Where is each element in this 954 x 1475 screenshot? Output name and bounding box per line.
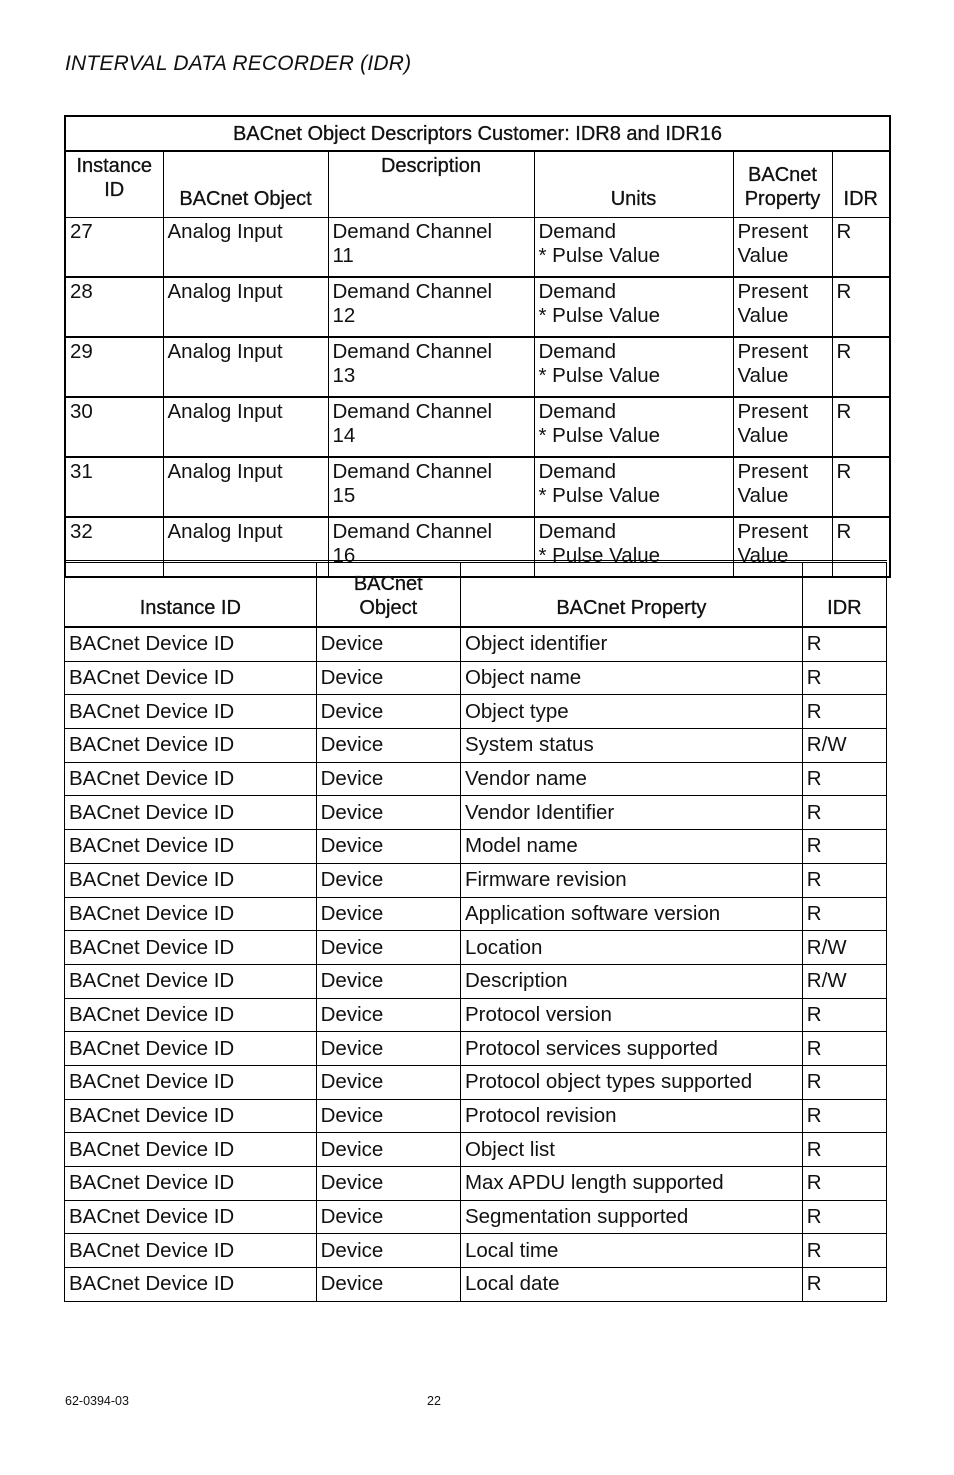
bacnet-property-cell: Present Value bbox=[733, 218, 832, 278]
instance-id-cell: BACnet Device ID bbox=[65, 830, 317, 864]
instance-id-cell: BACnet Device ID bbox=[65, 863, 317, 897]
bacnet-object-cell: Device bbox=[316, 695, 460, 729]
instance-id-cell: 32 bbox=[65, 517, 163, 577]
idr-cell: R bbox=[832, 517, 890, 577]
table-row bbox=[65, 830, 887, 864]
units-cell: Demand * Pulse Value bbox=[534, 397, 733, 457]
table-row bbox=[65, 964, 887, 998]
idr-cell: R bbox=[802, 830, 886, 864]
col-header-instance-id: Instance ID bbox=[65, 562, 317, 628]
instance-id-cell: BACnet Device ID bbox=[65, 1099, 317, 1133]
idr-cell: R/W bbox=[802, 931, 886, 965]
page-header-title: INTERVAL DATA RECORDER (IDR) bbox=[65, 52, 412, 75]
instance-id-cell: BACnet Device ID bbox=[65, 1268, 317, 1302]
table1-caption: BACnet Object Descriptors Customer: IDR8 and IDR16 bbox=[65, 116, 890, 151]
bacnet-object-cell: Device bbox=[316, 1268, 460, 1302]
idr-cell: R bbox=[802, 1268, 886, 1302]
instance-id-cell: BACnet Device ID bbox=[65, 695, 317, 729]
instance-id-cell: BACnet Device ID bbox=[65, 729, 317, 763]
bacnet-property-cell: Protocol object types supported bbox=[460, 1065, 802, 1099]
bacnet-property-cell: Max APDU length supported bbox=[460, 1167, 802, 1201]
idr-cell: R bbox=[832, 457, 890, 517]
instance-id-cell: 28 bbox=[65, 277, 163, 337]
bacnet-object-cell: Device bbox=[316, 729, 460, 763]
bacnet-property-cell: Present Value bbox=[733, 517, 832, 577]
idr-cell: R/W bbox=[802, 729, 886, 763]
bacnet-object-descriptors-table bbox=[64, 115, 891, 578]
idr-cell: R bbox=[802, 1099, 886, 1133]
instance-id-cell: BACnet Device ID bbox=[65, 897, 317, 931]
units-cell: Demand * Pulse Value bbox=[534, 337, 733, 397]
bacnet-object-cell: Device bbox=[316, 830, 460, 864]
table-row bbox=[65, 1200, 887, 1234]
bacnet-property-cell: Object name bbox=[460, 661, 802, 695]
idr-cell: R bbox=[802, 897, 886, 931]
units-cell: Demand * Pulse Value bbox=[534, 457, 733, 517]
table-row bbox=[65, 796, 887, 830]
description-cell: Demand Channel 15 bbox=[328, 457, 534, 517]
table-row bbox=[65, 998, 887, 1032]
bacnet-property-cell: Protocol services supported bbox=[460, 1032, 802, 1066]
bacnet-property-cell: Model name bbox=[460, 830, 802, 864]
col-header-bacnet-property: BACnet Property bbox=[460, 562, 802, 628]
col-header-idr: IDR bbox=[802, 562, 886, 628]
bacnet-property-cell: Protocol version bbox=[460, 998, 802, 1032]
description-cell: Demand Channel 12 bbox=[328, 277, 534, 337]
col-header-description: Description bbox=[328, 151, 534, 218]
table-row bbox=[65, 1268, 887, 1302]
bacnet-property-cell: Local date bbox=[460, 1268, 802, 1302]
table-row bbox=[65, 277, 890, 337]
bacnet-property-cell: Segmentation supported bbox=[460, 1200, 802, 1234]
bacnet-property-cell: Protocol revision bbox=[460, 1099, 802, 1133]
table-row bbox=[65, 897, 887, 931]
instance-id-cell: BACnet Device ID bbox=[65, 1133, 317, 1167]
bacnet-property-cell: Firmware revision bbox=[460, 863, 802, 897]
idr-cell: R/W bbox=[802, 964, 886, 998]
bacnet-object-cell: Analog Input bbox=[163, 337, 328, 397]
instance-id-cell: 30 bbox=[65, 397, 163, 457]
table-row bbox=[65, 627, 887, 661]
instance-id-cell: BACnet Device ID bbox=[65, 1234, 317, 1268]
bacnet-property-cell: Vendor Identifier bbox=[460, 796, 802, 830]
instance-id-cell: BACnet Device ID bbox=[65, 998, 317, 1032]
bacnet-object-cell: Device bbox=[316, 1234, 460, 1268]
units-cell: Demand * Pulse Value bbox=[534, 517, 733, 577]
units-cell: Demand * Pulse Value bbox=[534, 218, 733, 278]
bacnet-property-cell: Local time bbox=[460, 1234, 802, 1268]
instance-id-cell: 31 bbox=[65, 457, 163, 517]
idr-cell: R bbox=[832, 218, 890, 278]
instance-id-cell: BACnet Device ID bbox=[65, 931, 317, 965]
bacnet-object-cell: Device bbox=[316, 998, 460, 1032]
instance-id-cell: BACnet Device ID bbox=[65, 964, 317, 998]
page-number: 22 bbox=[427, 1394, 441, 1408]
bacnet-object-cell: Device bbox=[316, 1133, 460, 1167]
table-row bbox=[65, 1167, 887, 1201]
units-cell: Demand * Pulse Value bbox=[534, 277, 733, 337]
instance-id-cell: 27 bbox=[65, 218, 163, 278]
idr-cell: R bbox=[802, 1200, 886, 1234]
idr-cell: R bbox=[832, 397, 890, 457]
idr-cell: R bbox=[802, 1234, 886, 1268]
table-row bbox=[65, 218, 890, 278]
col-header-bacnet-property: BACnet Property bbox=[733, 151, 832, 218]
idr-cell: R bbox=[802, 796, 886, 830]
instance-id-cell: BACnet Device ID bbox=[65, 661, 317, 695]
idr-cell: R bbox=[802, 1133, 886, 1167]
col-header-idr: IDR bbox=[832, 151, 890, 218]
col-header-bacnet-object: BACnet Object bbox=[316, 562, 460, 628]
bacnet-property-cell: Present Value bbox=[733, 457, 832, 517]
instance-id-cell: BACnet Device ID bbox=[65, 627, 317, 661]
bacnet-property-cell: Description bbox=[460, 964, 802, 998]
bacnet-object-cell: Device bbox=[316, 1065, 460, 1099]
instance-id-cell: BACnet Device ID bbox=[65, 1065, 317, 1099]
bacnet-device-properties-table bbox=[64, 560, 887, 1302]
table-row bbox=[65, 397, 890, 457]
bacnet-object-cell: Device bbox=[316, 627, 460, 661]
bacnet-object-cell: Analog Input bbox=[163, 457, 328, 517]
table-row bbox=[65, 457, 890, 517]
col-header-units: Units bbox=[534, 151, 733, 218]
bacnet-property-cell: Location bbox=[460, 931, 802, 965]
bacnet-property-cell: System status bbox=[460, 729, 802, 763]
bacnet-property-cell: Object identifier bbox=[460, 627, 802, 661]
idr-cell: R bbox=[832, 337, 890, 397]
bacnet-property-cell: Present Value bbox=[733, 277, 832, 337]
bacnet-object-cell: Analog Input bbox=[163, 277, 328, 337]
bacnet-property-cell: Vendor name bbox=[460, 762, 802, 796]
idr-cell: R bbox=[802, 762, 886, 796]
table-row bbox=[65, 337, 890, 397]
bacnet-property-cell: Object type bbox=[460, 695, 802, 729]
table-row bbox=[65, 695, 887, 729]
col-header-bacnet-object: BACnet Object bbox=[163, 151, 328, 218]
idr-cell: R bbox=[802, 1032, 886, 1066]
idr-cell: R bbox=[802, 695, 886, 729]
bacnet-object-cell: Device bbox=[316, 1099, 460, 1133]
idr-cell: R bbox=[802, 1065, 886, 1099]
table2-header-row bbox=[65, 562, 887, 628]
instance-id-cell: BACnet Device ID bbox=[65, 1200, 317, 1234]
table1-header-row bbox=[65, 151, 890, 218]
idr-cell: R bbox=[802, 1167, 886, 1201]
bacnet-property-cell: Present Value bbox=[733, 337, 832, 397]
col-header-instance-id: Instance ID bbox=[65, 151, 163, 218]
bacnet-object-cell: Device bbox=[316, 863, 460, 897]
table-row bbox=[65, 729, 887, 763]
bacnet-property-cell: Present Value bbox=[733, 397, 832, 457]
instance-id-cell: BACnet Device ID bbox=[65, 762, 317, 796]
idr-cell: R bbox=[802, 863, 886, 897]
table-row bbox=[65, 1099, 887, 1133]
bacnet-object-cell: Device bbox=[316, 661, 460, 695]
document-number: 62-0394-03 bbox=[65, 1394, 129, 1408]
table-row bbox=[65, 762, 887, 796]
instance-id-cell: BACnet Device ID bbox=[65, 1167, 317, 1201]
table-row bbox=[65, 931, 887, 965]
description-cell: Demand Channel 16 bbox=[328, 517, 534, 577]
idr-cell: R bbox=[802, 627, 886, 661]
table-row bbox=[65, 1065, 887, 1099]
bacnet-object-cell: Device bbox=[316, 1032, 460, 1066]
bacnet-object-cell: Device bbox=[316, 964, 460, 998]
bacnet-object-cell: Device bbox=[316, 762, 460, 796]
bacnet-object-cell: Device bbox=[316, 897, 460, 931]
bacnet-property-cell: Application software version bbox=[460, 897, 802, 931]
bacnet-object-cell: Analog Input bbox=[163, 218, 328, 278]
description-cell: Demand Channel 13 bbox=[328, 337, 534, 397]
table-row bbox=[65, 1234, 887, 1268]
bacnet-object-cell: Device bbox=[316, 1200, 460, 1234]
bacnet-property-cell: Object list bbox=[460, 1133, 802, 1167]
bacnet-object-cell: Device bbox=[316, 931, 460, 965]
description-cell: Demand Channel 14 bbox=[328, 397, 534, 457]
table-row bbox=[65, 661, 887, 695]
bacnet-object-cell: Device bbox=[316, 1167, 460, 1201]
instance-id-cell: BACnet Device ID bbox=[65, 796, 317, 830]
table-row bbox=[65, 1032, 887, 1066]
idr-cell: R bbox=[832, 277, 890, 337]
table-row bbox=[65, 863, 887, 897]
bacnet-object-cell: Analog Input bbox=[163, 397, 328, 457]
idr-cell: R bbox=[802, 661, 886, 695]
bacnet-object-cell: Device bbox=[316, 796, 460, 830]
table-row bbox=[65, 1133, 887, 1167]
instance-id-cell: 29 bbox=[65, 337, 163, 397]
bacnet-object-cell: Analog Input bbox=[163, 517, 328, 577]
description-cell: Demand Channel 11 bbox=[328, 218, 534, 278]
idr-cell: R bbox=[802, 998, 886, 1032]
instance-id-cell: BACnet Device ID bbox=[65, 1032, 317, 1066]
